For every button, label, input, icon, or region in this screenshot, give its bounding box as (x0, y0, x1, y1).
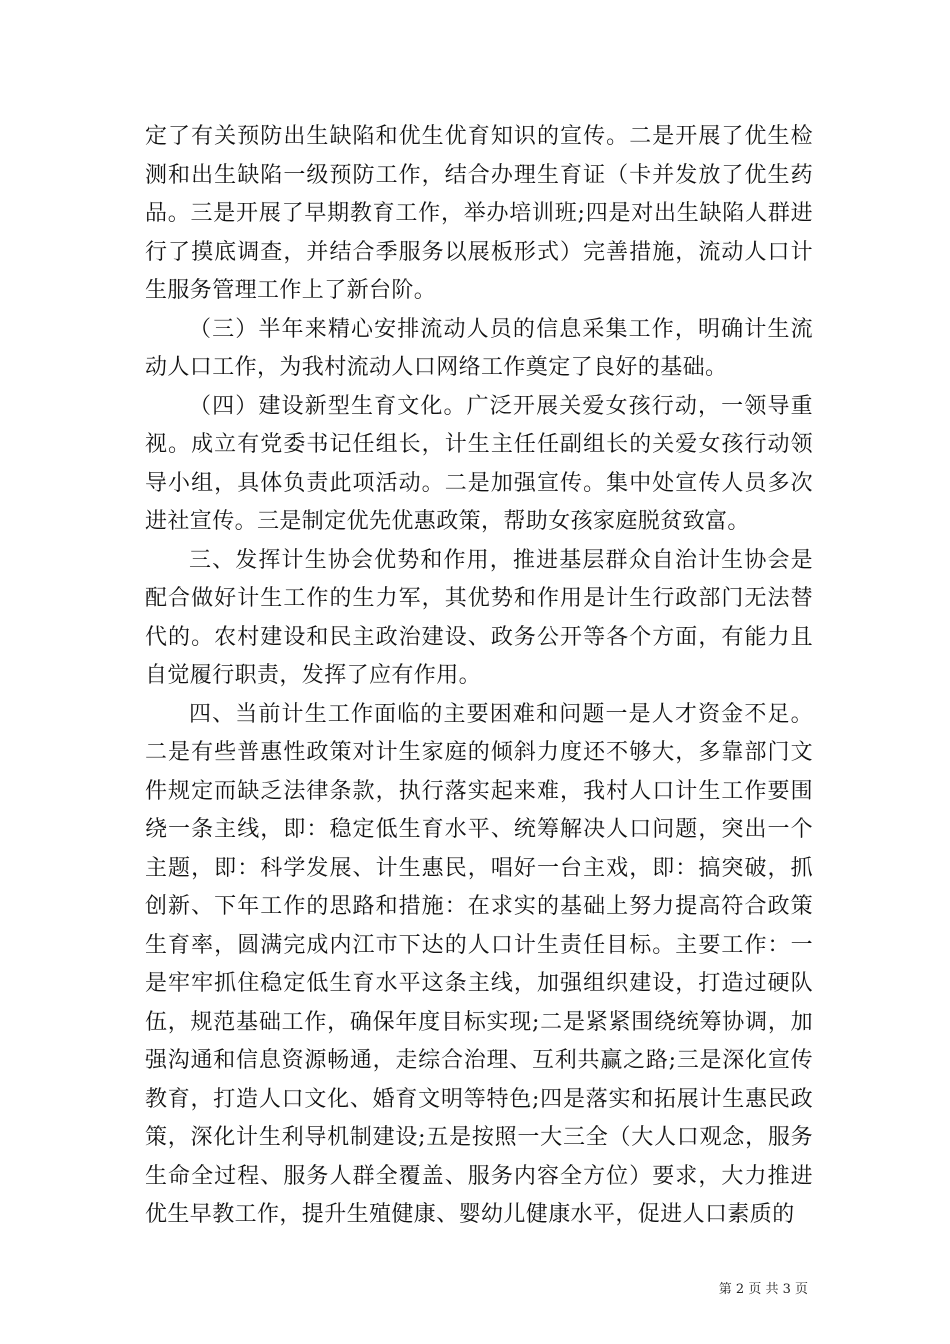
paragraph-section-3: （三）半年来精心安排流动人员的信息采集工作，明确计生流动人口工作，为我村流动人口网络工作奠定了良好的基础。 (145, 316, 813, 380)
page-number-footer: 第 2 页 共 3 页 (718, 1282, 808, 1297)
paragraph-section-4: （四）建设新型生育文化。广泛开展关爱女孩行动，一领导重视。成立有党委书记任组长，计生主任任副组长的关爱女孩行动领导小组，具体负责此项活动。二是加强宣传。集中处宣传人员多次进社宣传。三是制定优先优惠政策，帮助女孩家庭脱贫致富。 (145, 393, 813, 534)
paragraph-part-4: 四、当前计生工作面临的主要困难和问题一是人才资金不足。二是有些普惠性政策对计生家庭的倾斜力度还不够大，多靠部门文件规定而缺乏法律条款，执行落实起来难，我村人口计生工作要围绕一条主线，即：稳定低生育水平、统筹解决人口问题，突出一个主题，即：科学发展、计生惠民，唱好一台主戏，即：搞突破，抓创新、下年工作的思路和措施：在求实的基础上努力提高符合政策生育率，圆满完成内江市下达的人口计生责任目标。主要工作：一是牢牢抓住稳定低生育水平这条主线，加强组织建设，打造过硬队伍，规范基础工作，确保年度目标实现;二是紧紧围绕统筹协调，加强沟通和信息资源畅通，走综合治理、互利共赢之路;三是深化宣传教育，打造人口文化、婚育文明等特色;四是落实和拓展计生惠民政策，深化计生利导机制建设;五是按照一大三全（大人口观念，服务生命全过程、服务人群全覆盖、服务内容全方位）要求，大力推进优生早教工作，提升生殖健康、婴幼儿健康水平，促进人口素质的 (145, 701, 813, 1227)
document-body (145, 118, 813, 1235)
paragraph-continued: 定了有关预防出生缺陷和优生优育知识的宣传。二是开展了优生检测和出生缺陷一级预防工作，结合办理生育证（卡并发放了优生药品。三是开展了早期教育工作，举办培训班;四是对出生缺陷人群进行了摸底调查，并结合季服务以展板形式）完善措施，流动人口计生服务管理工作上了新台阶。 (145, 124, 813, 303)
paragraph-part-3: 三、发挥计生协会优势和作用，推进基层群众自治计生协会是配合做好计生工作的生力军，其优势和作用是计生行政部门无法替代的。农村建设和民主政治建设、政务公开等各个方面，有能力且自觉履行职责，发挥了应有作用。 (145, 547, 813, 688)
